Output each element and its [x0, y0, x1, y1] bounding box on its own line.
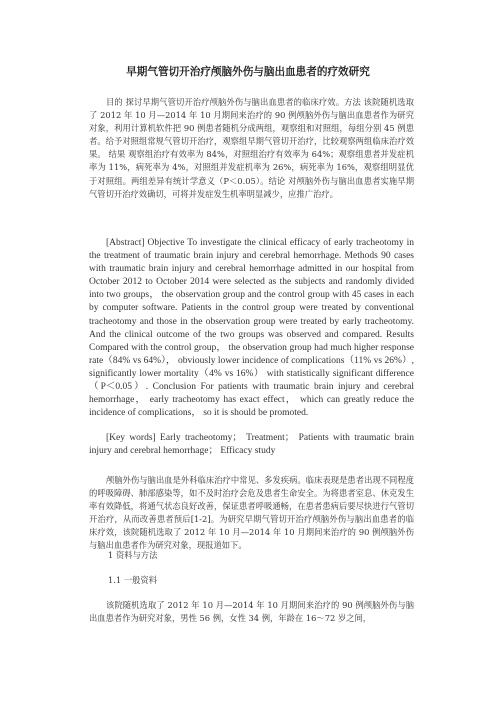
keywords-english: [Key words] Early tracheotomy； Treatment； Patients with traumatic brain injury and cerebral hemorrhage； Efficacy study	[89, 433, 414, 457]
body-paragraph: 该院随机选取了 2012 年 10 月—2014 年 10 月期间来治疗的 90 例颅脑外伤与脑出血患者作为研究对象，男性 56 例，女性 34 例，年龄在 16～72 岁之间，	[89, 600, 414, 624]
abstract-chinese: 目的 探讨早期气管切开治疗颅脑外伤与脑出血患者的临床疗效。方法 该院随机选取了 2012 年 10 月—2014 年 10 月期间来治疗的 90 例颅脑外伤与脑出血患者作为研究对象，利用计算机软件把 90 例患者随机分成两组，观察组和对照组，每组分别 45 例患者。给予对照组常规气管切开治疗，观察组早期气管切开治疗，比较观察两组临床治疗效果。 结果 观察组治疗有效率为 84%，对照组治疗有效率为 64%；观察组患者并发症机率为 11%，病死率为 4%，对照组并发症机率为 26%，病死率为 16%，观察组明显优于对照组。两组差异有统计学意义（P＜0.05）。结论 对颅脑外伤与脑出血患者实施早期气管切开治疗效确切，可将并发症发生机率明显减少，应推广治疗。	[89, 97, 414, 199]
paper-title: 早期气管切开治疗颅脑外伤与脑出血患者的疗效研究	[126, 66, 370, 78]
abstract-english: [Abstract] Objective To investigate the clinical efficacy of early tracheotomy in the treatment of traumatic brain injury and cerebral hemorrhage. Methods 90 cases with traumatic brain injury and cerebral hemorrhage admitted in our hospital from October 2012 to October 2014 were selected as the subjects and randomly divided into two groups， the observation group and the control group with 45 cases in each by computer software. Patients in the control group were treated by conventional tracheotomy and those in the observation group were treated by early tracheotomy. And the clinical outcome of the two groups was observed and compared. Results Compared with the control group， the observation group had much higher response rate（84% vs 64%）， obviously lower incidence of complications（11% vs 26%）, significantly lower mortality（4% vs 16%） with statistically significant difference（P＜0.05）. Conclusion For patients with traumatic brain injury and cerebral hemorrhage， early tracheotomy has exact effect， which can greatly reduce the incidence of complications， so it is should be promoted.	[89, 238, 414, 419]
introduction-paragraph: 颅脑外伤与脑出血是外科临床治疗中常见、多发疾病。临床表现是患者出现不同程度的呼吸障碍、肺部感染等，如不及时治疗会危及患者生命安全。为将患者室息、休克发生率有效降低，将通气状态良好改善，保证患者呼吸通畅，在患者患病后要尽快进行气管切开治疗，从而改善患者预后[1-2]。为研究早期气管切开治疗颅脑外伤与脑出血患者的临床疗效，该院随机选取了 2012 年 10 月—2014 年 10 月期间来治疗的 90 例颅脑外伤与脑出血患者作为研究对象，现报道如下。	[89, 475, 414, 551]
section-heading-1: 1 资料与方法	[108, 550, 158, 560]
section-heading-1-1: 1.1 一般资料	[108, 575, 158, 585]
